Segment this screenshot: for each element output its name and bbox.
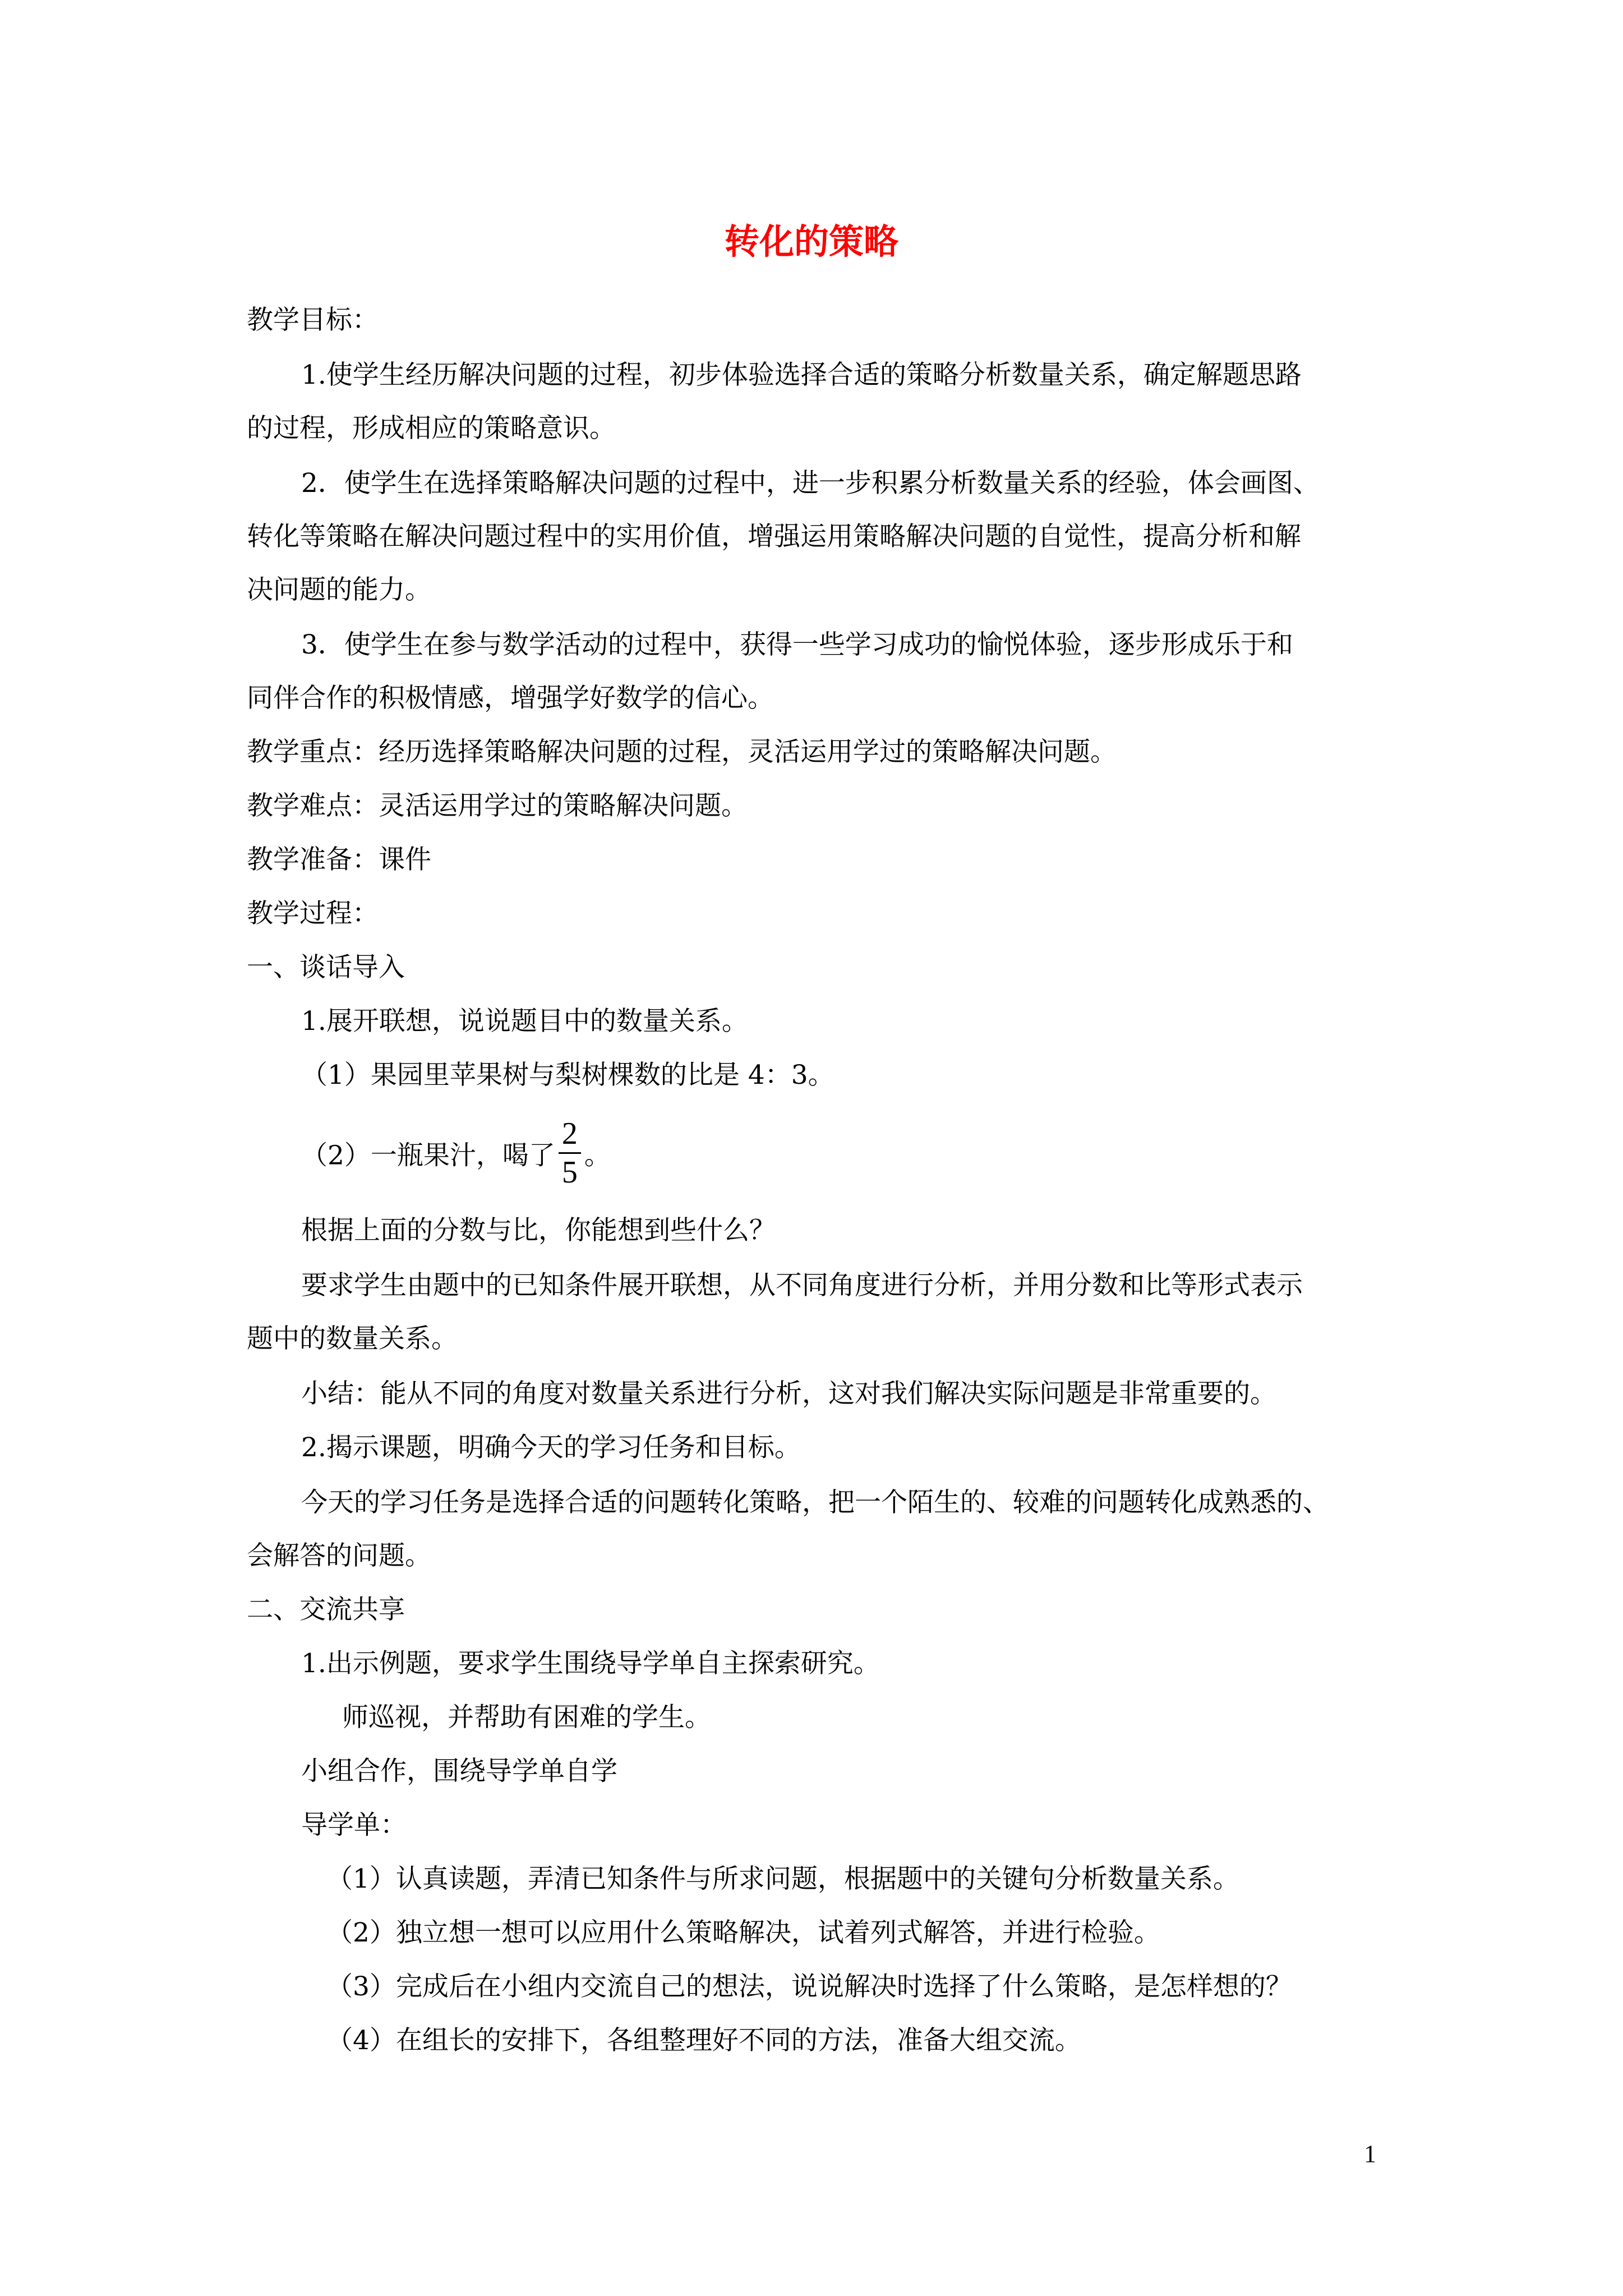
objective-3-line-1: 3．使学生在参与数学活动的过程中，获得一些学习成功的愉悦体验，逐步形成乐于和	[301, 629, 1293, 660]
section-2-patrol: 师巡视，并帮助有困难的学生。	[342, 1702, 711, 1733]
preparation: 教学准备：课件	[247, 844, 431, 875]
fraction-numerator: 2	[559, 1115, 581, 1154]
section-1-requirement-line-2: 题中的数量关系。	[247, 1323, 458, 1354]
section-1-requirement-line-1: 要求学生由题中的已知条件展开联想，从不同角度进行分析，并用分数和比等形式表示	[301, 1270, 1303, 1301]
key-point: 教学重点：经历选择策略解决问题的过程，灵活运用学过的策略解决问题。	[247, 737, 1117, 767]
section-1-task-line-2: 会解答的问题。	[247, 1540, 431, 1571]
section-1-item-2: 2.揭示课题，明确今天的学习任务和目标。	[301, 1432, 801, 1463]
page-number: 1	[1364, 2140, 1376, 2168]
objective-2-line-1: 2．使学生在选择策略解决问题的过程中，进一步积累分析数量关系的经验，体会画图、	[301, 468, 1320, 499]
fraction-denominator: 5	[561, 1155, 578, 1190]
section-1-ask: 根据上面的分数与比，你能想到些什么？	[301, 1215, 776, 1246]
section-2-item-1: 1.出示例题，要求学生围绕导学单自主探索研究。	[301, 1648, 880, 1679]
objective-3-line-2: 同伴合作的积极情感，增强学好数学的信心。	[247, 683, 774, 714]
objective-2-line-3: 决问题的能力。	[247, 574, 431, 605]
section-2-guide-heading: 导学单：	[301, 1810, 407, 1841]
guide-item-2: （2）独立想一想可以应用什么策略解决，试着列式解答，并进行检验。	[326, 1917, 1160, 1948]
section-2-group: 小组合作，围绕导学单自学	[301, 1756, 617, 1787]
guide-item-3: （3）完成后在小组内交流自己的想法，说说解决时选择了什么策略，是怎样想的？	[326, 1971, 1292, 2002]
section-1-question-2	[301, 1116, 611, 1195]
section-2-heading: 二、交流共享	[247, 1594, 405, 1625]
guide-item-4: （4）在组长的安排下，各组整理好不同的方法，准备大组交流。	[326, 2025, 1081, 2056]
difficulty: 教学难点：灵活运用学过的策略解决问题。	[247, 790, 748, 821]
section-1-heading: 一、谈话导入	[247, 952, 405, 983]
question-2-prefix: （2）一瓶果汁，喝了	[301, 1140, 555, 1171]
section-1-question-1: （1）果园里苹果树与梨树棵数的比是 4：3。	[301, 1060, 834, 1091]
fraction	[559, 1115, 581, 1191]
objective-1-line-2: 的过程，形成相应的策略意识。	[247, 413, 616, 444]
objective-1-line-1: 1.使学生经历解决问题的过程，初步体验选择合适的策略分析数量关系，确定解题思路	[301, 360, 1302, 390]
process-heading: 教学过程：	[247, 898, 379, 929]
section-1-summary: 小结：能从不同的角度对数量关系进行分析，这对我们解决实际问题是非常重要的。	[301, 1378, 1276, 1409]
objectives-heading: 教学目标：	[247, 305, 379, 335]
section-1-task-line-1: 今天的学习任务是选择合适的问题转化策略，把一个陌生的、较难的问题转化成熟悉的、	[301, 1487, 1329, 1518]
page-title: 转化的策略	[724, 221, 898, 262]
section-1-item-1: 1.展开联想，说说题目中的数量关系。	[301, 1006, 748, 1037]
objective-2-line-2: 转化等策略在解决问题过程中的实用价值，增强运用策略解决问题的自觉性，提高分析和解	[247, 521, 1301, 552]
question-2-suffix: 。	[584, 1140, 611, 1171]
guide-item-1: （1）认真读题，弄清已知条件与所求问题，根据题中的关键句分析数量关系。	[326, 1864, 1239, 1894]
